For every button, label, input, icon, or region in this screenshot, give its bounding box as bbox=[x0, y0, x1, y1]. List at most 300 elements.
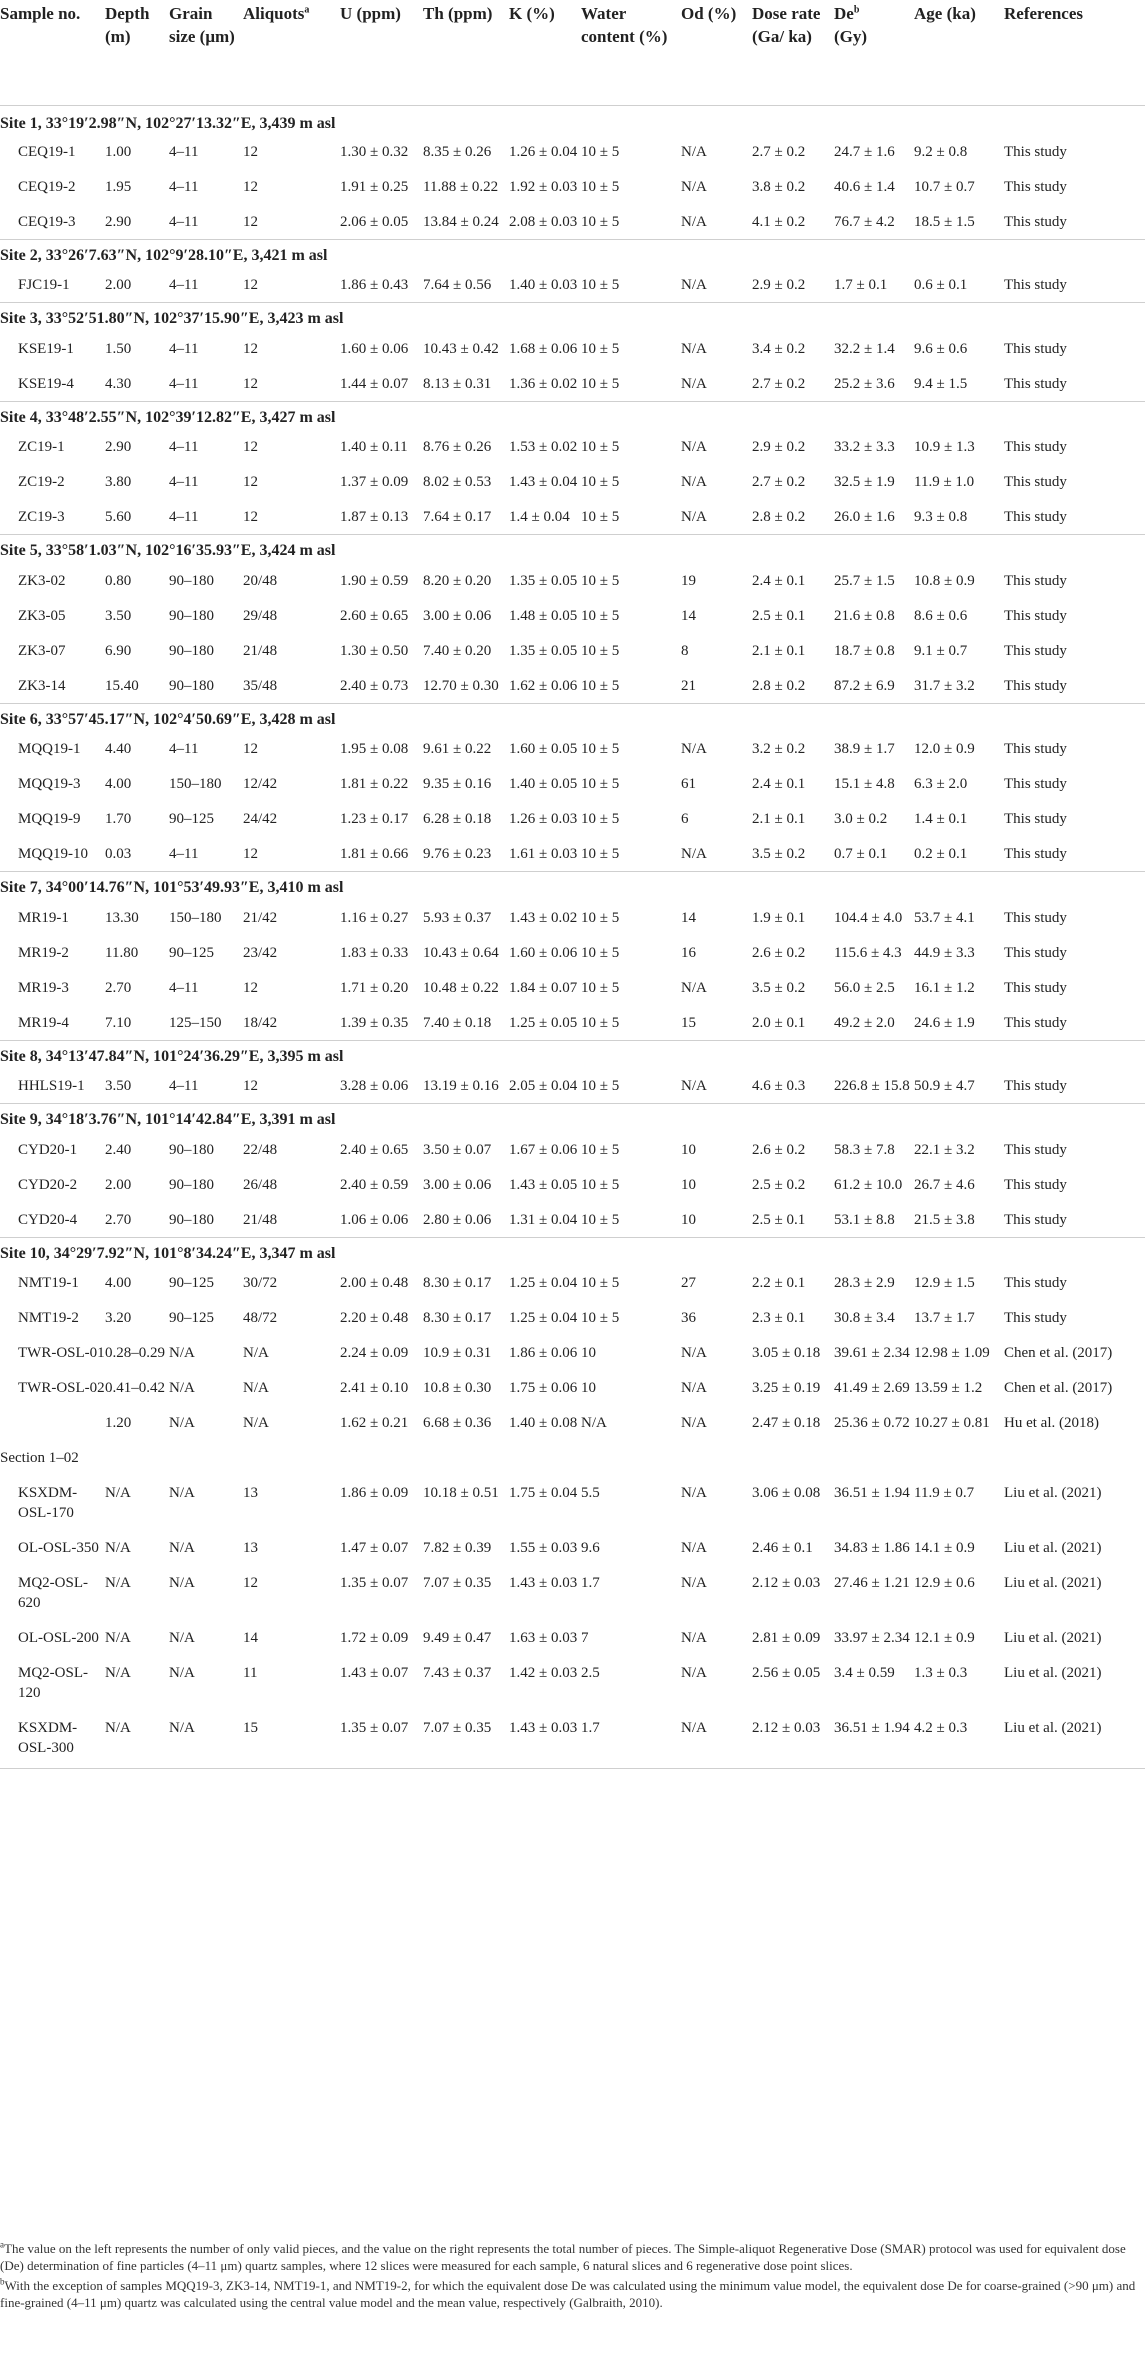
cell-dose-rate: 3.4 ± 0.2 bbox=[752, 340, 806, 357]
footnote-b bbox=[0, 2277, 1140, 2311]
cell-sample-no: FJC19-1 bbox=[18, 277, 70, 293]
cell-reference: This study bbox=[1004, 741, 1067, 757]
cell-sample-no: NMT19-2 bbox=[18, 1310, 79, 1326]
cell-sample-no: Section 1–02 bbox=[0, 1450, 79, 1466]
table-row bbox=[0, 900, 1145, 935]
cell-dose-rate: 4.6 ± 0.3 bbox=[752, 1078, 806, 1094]
cell-th-ppm: 10.48 ± 0.22 bbox=[423, 979, 499, 996]
cell-depth: 4.40 bbox=[105, 741, 132, 757]
cell-age: 9.4 ± 1.5 bbox=[914, 375, 968, 392]
cell-grain-size: 4–11 bbox=[169, 979, 199, 996]
cell-th-ppm: 6.28 ± 0.18 bbox=[423, 811, 492, 827]
cell-aliquots: 12 bbox=[243, 979, 258, 996]
cell-od: N/A bbox=[681, 1345, 707, 1361]
cell-od: N/A bbox=[681, 1415, 707, 1431]
cell-depth: N/A bbox=[105, 1540, 131, 1556]
cell-depth: 2.40 bbox=[105, 1141, 132, 1158]
site-header: Site 4, 33°48′2.55″N, 102°39′12.82″E, 3,427 m asl bbox=[0, 401, 1145, 429]
cell-k-percent: 1.36 ± 0.02 bbox=[509, 375, 578, 392]
site-header: Site 5, 33°58′1.03″N, 102°16′35.93″E, 3,424 m asl bbox=[0, 535, 1145, 563]
cell-depth: N/A bbox=[105, 1710, 169, 1769]
cell-aliquots: 24/42 bbox=[243, 811, 278, 827]
cell-th-ppm: 7.07 ± 0.35 bbox=[423, 1575, 492, 1591]
cell-u-ppm: 1.91 ± 0.25 bbox=[340, 178, 409, 195]
cell-grain-size: 90–180 bbox=[169, 1141, 214, 1158]
cell-u-ppm: 1.43 ± 0.07 bbox=[340, 1665, 409, 1681]
cell-k-percent: 1.53 ± 0.02 bbox=[509, 439, 578, 455]
table-row bbox=[0, 1068, 1145, 1104]
cell-sample-no: MQ2-OSL-620 bbox=[18, 1575, 88, 1611]
cell-sample-no: ZC19-1 bbox=[18, 439, 65, 455]
cell-age: 10.27 ± 0.81 bbox=[914, 1415, 990, 1431]
cell-dose-rate: 2.5 ± 0.2 bbox=[752, 1176, 806, 1193]
cell-age: 1.4 ± 0.1 bbox=[914, 811, 968, 827]
cell-reference: This study bbox=[1004, 143, 1067, 160]
cell-k-percent: 1.68 ± 0.06 bbox=[509, 340, 578, 357]
footnote-a bbox=[0, 2240, 1140, 2274]
cell-age: 44.9 ± 3.3 bbox=[914, 944, 975, 961]
cell-grain-size: 150–180 bbox=[169, 776, 222, 792]
cell-depth: 4.00 bbox=[105, 776, 132, 792]
cell-th-ppm: 8.20 ± 0.20 bbox=[423, 572, 492, 589]
cell-dose-rate: 2.47 ± 0.18 bbox=[752, 1415, 821, 1431]
site-header-row bbox=[0, 239, 1145, 267]
site-header: Site 8, 34°13′47.84″N, 101°24′36.29″E, 3,395 m asl bbox=[0, 1040, 1145, 1068]
site-header-row bbox=[0, 872, 1145, 900]
table-row bbox=[0, 1475, 1145, 1530]
cell-th-ppm: 7.40 ± 0.18 bbox=[423, 1014, 492, 1031]
cell-reference: This study bbox=[1004, 1078, 1067, 1094]
cell-th-ppm: 8.30 ± 0.17 bbox=[423, 1275, 492, 1291]
table-row bbox=[0, 836, 1145, 872]
cell-grain-size: 4–11 bbox=[169, 277, 199, 293]
cell-reference: Liu et al. (2021) bbox=[1004, 1485, 1102, 1501]
cell-dose-rate: 1.9 ± 0.1 bbox=[752, 909, 806, 926]
cell-aliquots: 21/42 bbox=[243, 909, 278, 926]
cell-k-percent: 1.43 ± 0.05 bbox=[509, 1176, 578, 1193]
cell-aliquots bbox=[243, 1440, 340, 1475]
footnote-a-text: The value on the left represents the number of only valid pieces, and the value on the right represents the total number of pieces. The Simple-aliquot Regenerative Dose (SMAR) protocol was used for equivalent dose (De) determination of fine particles (4–11 μm) quartz samples, where 12 slices were measured for each sample, 6 natural slices and 6 regenerative dose point slices. bbox=[0, 2241, 1126, 2273]
cell-aliquots: 12 bbox=[243, 846, 258, 862]
table-footnotes bbox=[0, 2240, 1140, 2314]
cell-u-ppm: 1.95 ± 0.08 bbox=[340, 741, 409, 757]
cell-reference: This study bbox=[1004, 944, 1067, 961]
cell-k-percent: 1.42 ± 0.03 bbox=[509, 1665, 578, 1681]
cell-od: N/A bbox=[681, 741, 707, 757]
footnote-a-mark: a bbox=[0, 2239, 4, 2250]
cell-water-content: 10 ± 5 bbox=[581, 178, 620, 195]
cell-depth: 11.80 bbox=[105, 944, 139, 961]
cell-reference: This study bbox=[1004, 1211, 1067, 1228]
cell-dose-rate: 2.1 ± 0.1 bbox=[752, 811, 806, 827]
cell-dose-rate: 3.5 ± 0.2 bbox=[752, 979, 806, 996]
cell-dose-rate: 2.8 ± 0.2 bbox=[752, 677, 806, 694]
cell-aliquots: 12 bbox=[243, 213, 258, 230]
cell-de: 58.3 ± 7.8 bbox=[834, 1141, 895, 1158]
cell-de: 38.9 ± 1.7 bbox=[834, 741, 895, 757]
cell-depth: 0.28–0.29 bbox=[105, 1345, 165, 1361]
cell-sample-no: ZK3-14 bbox=[18, 677, 66, 694]
cell-dose-rate: 2.56 ± 0.05 bbox=[752, 1665, 821, 1681]
cell-k-percent: 1.40 ± 0.03 bbox=[509, 277, 578, 293]
cell-od: N/A bbox=[681, 1540, 707, 1556]
cell-od: 61 bbox=[681, 776, 696, 792]
cell-water-content: 10 ± 5 bbox=[581, 213, 620, 230]
cell-de: 41.49 ± 2.69 bbox=[834, 1380, 910, 1396]
cell-grain-size: 4–11 bbox=[169, 1078, 199, 1094]
cell-od: 15 bbox=[681, 1014, 696, 1031]
cell-grain-size: 4–11 bbox=[169, 474, 199, 490]
cell-reference: This study bbox=[1004, 509, 1067, 525]
cell-de: 32.5 ± 1.9 bbox=[834, 474, 895, 490]
cell-u-ppm: 2.41 ± 0.10 bbox=[340, 1380, 409, 1396]
cell-age: 12.0 ± 0.9 bbox=[914, 741, 975, 757]
cell-k-percent bbox=[509, 1440, 581, 1475]
cell-aliquots: 26/48 bbox=[243, 1176, 278, 1193]
cell-k-percent: 1.25 ± 0.05 bbox=[509, 1014, 578, 1031]
cell-depth: 1.00 bbox=[105, 143, 132, 160]
cell-sample-no: NMT19-1 bbox=[18, 1275, 79, 1291]
cell-aliquots: 20/48 bbox=[243, 572, 278, 589]
cell-sample-no: ZK3-07 bbox=[18, 642, 66, 659]
cell-de: 21.6 ± 0.8 bbox=[834, 607, 895, 624]
cell-reference: Liu et al. (2021) bbox=[1004, 1710, 1145, 1769]
cell-dose-rate: 2.81 ± 0.09 bbox=[752, 1630, 821, 1646]
cell-k-percent: 1.43 ± 0.03 bbox=[509, 1710, 581, 1769]
cell-th-ppm: 7.82 ± 0.39 bbox=[423, 1540, 492, 1556]
cell-reference: This study bbox=[1004, 607, 1067, 624]
cell-depth: 1.50 bbox=[105, 340, 132, 357]
cell-th-ppm: 9.61 ± 0.22 bbox=[423, 741, 492, 757]
cell-th-ppm: 10.43 ± 0.64 bbox=[423, 944, 499, 961]
cell-depth: 4.00 bbox=[105, 1275, 132, 1291]
cell-grain-size: 90–180 bbox=[169, 1176, 214, 1193]
cell-reference: Chen et al. (2017) bbox=[1004, 1380, 1113, 1396]
cell-age: 10.8 ± 0.9 bbox=[914, 572, 975, 589]
cell-depth: 0.41–0.42 bbox=[105, 1380, 165, 1396]
cell-grain-size: 90–125 bbox=[169, 811, 214, 827]
cell-dose-rate: 2.4 ± 0.1 bbox=[752, 776, 806, 792]
cell-reference bbox=[1004, 1440, 1145, 1475]
cell-th-ppm: 3.50 ± 0.07 bbox=[423, 1141, 492, 1158]
cell-k-percent: 1.62 ± 0.06 bbox=[509, 677, 578, 694]
cell-water-content: 10 ± 5 bbox=[581, 1014, 620, 1031]
cell-sample-no: KSXDM-OSL-300 bbox=[0, 1710, 105, 1769]
cell-age: 11.9 ± 1.0 bbox=[914, 474, 975, 490]
cell-sample-no: HHLS19-1 bbox=[18, 1078, 85, 1094]
cell-k-percent: 1.31 ± 0.04 bbox=[509, 1211, 578, 1228]
cell-age: 9.1 ± 0.7 bbox=[914, 642, 968, 659]
cell-water-content: 10 ± 5 bbox=[581, 474, 620, 490]
cell-od: N/A bbox=[681, 277, 707, 293]
cell-age: 12.1 ± 0.9 bbox=[914, 1630, 975, 1646]
header-u: U (ppm) bbox=[340, 0, 423, 105]
cell-reference: This study bbox=[1004, 909, 1067, 926]
cell-od: N/A bbox=[681, 1485, 707, 1501]
cell-u-ppm: 1.40 ± 0.11 bbox=[340, 439, 408, 455]
cell-u-ppm: 2.00 ± 0.48 bbox=[340, 1275, 409, 1291]
cell-th-ppm: 5.93 ± 0.37 bbox=[423, 909, 492, 926]
cell-k-percent: 1.40 ± 0.05 bbox=[509, 776, 578, 792]
cell-th-ppm: 10.18 ± 0.51 bbox=[423, 1485, 499, 1501]
table-row bbox=[0, 1167, 1145, 1202]
header-sample-no: Sample no. bbox=[0, 0, 105, 105]
cell-reference: This study bbox=[1004, 1310, 1067, 1326]
cell-depth: 1.20 bbox=[105, 1415, 132, 1431]
cell-grain-size: 4–11 bbox=[169, 178, 199, 195]
cell-dose-rate: 2.9 ± 0.2 bbox=[752, 277, 806, 293]
cell-reference: This study bbox=[1004, 375, 1067, 392]
cell-water-content: 10 ± 5 bbox=[581, 143, 620, 160]
header-k: K (%) bbox=[509, 0, 581, 105]
cell-th-ppm: 10.9 ± 0.31 bbox=[423, 1345, 492, 1361]
site-header-row bbox=[0, 1104, 1145, 1132]
cell-k-percent: 1.60 ± 0.06 bbox=[509, 944, 578, 961]
cell-water-content: 1.7 bbox=[581, 1710, 681, 1769]
cell-k-percent: 1.75 ± 0.04 bbox=[509, 1485, 578, 1501]
cell-sample-no: ZK3-05 bbox=[18, 607, 66, 624]
cell-th-ppm: 9.76 ± 0.23 bbox=[423, 846, 492, 862]
cell-water-content: 5.5 bbox=[581, 1485, 600, 1501]
cell-reference: Liu et al. (2021) bbox=[1004, 1540, 1102, 1556]
cell-age: 13.7 ± 1.7 bbox=[914, 1310, 975, 1326]
cell-sample-no: MR19-4 bbox=[18, 1014, 69, 1031]
cell-grain-size: 90–180 bbox=[169, 642, 214, 659]
cell-u-ppm: 1.06 ± 0.06 bbox=[340, 1211, 409, 1228]
cell-sample-no: MQQ19-3 bbox=[18, 776, 81, 792]
cell-u-ppm: 1.86 ± 0.09 bbox=[340, 1485, 409, 1501]
cell-age: 0.6 ± 0.1 bbox=[914, 277, 968, 293]
cell-k-percent: 1.43 ± 0.03 bbox=[509, 1575, 578, 1591]
cell-de: 32.2 ± 1.4 bbox=[834, 340, 895, 357]
cell-sample-no: KSE19-1 bbox=[18, 340, 74, 357]
cell-u-ppm: 2.20 ± 0.48 bbox=[340, 1310, 409, 1326]
header-de-label: De bbox=[834, 4, 854, 23]
cell-k-percent: 1.55 ± 0.03 bbox=[509, 1540, 578, 1556]
cell-age: 9.6 ± 0.6 bbox=[914, 340, 968, 357]
cell-age: 53.7 ± 4.1 bbox=[914, 909, 975, 926]
cell-de: 76.7 ± 4.2 bbox=[834, 213, 895, 230]
table-row bbox=[0, 267, 1145, 303]
cell-od: N/A bbox=[681, 1078, 707, 1094]
header-aliquots-label: Aliquots bbox=[243, 4, 305, 23]
cell-water-content: 10 ± 5 bbox=[581, 375, 620, 392]
cell-reference: This study bbox=[1004, 776, 1067, 792]
site-header: Site 6, 33°57′45.17″N, 102°4′50.69″E, 3,428 m asl bbox=[0, 703, 1145, 731]
cell-aliquots: 12 bbox=[243, 1575, 258, 1591]
cell-grain-size: 90–125 bbox=[169, 1275, 214, 1291]
cell-grain-size: 4–11 bbox=[169, 439, 199, 455]
cell-od: N/A bbox=[681, 979, 707, 996]
cell-aliquots: 12 bbox=[243, 340, 258, 357]
cell-u-ppm: 1.83 ± 0.33 bbox=[340, 944, 409, 961]
cell-u-ppm: 1.30 ± 0.32 bbox=[340, 143, 409, 160]
cell-water-content: 10 bbox=[581, 1345, 596, 1361]
cell-u-ppm: 1.86 ± 0.43 bbox=[340, 277, 409, 293]
cell-th-ppm: 2.80 ± 0.06 bbox=[423, 1211, 492, 1228]
cell-aliquots: 18/42 bbox=[243, 1014, 278, 1031]
cell-u-ppm: 1.87 ± 0.13 bbox=[340, 509, 409, 525]
cell-de: 28.3 ± 2.9 bbox=[834, 1275, 895, 1291]
cell-u-ppm: 1.37 ± 0.09 bbox=[340, 474, 409, 490]
cell-od: N/A bbox=[681, 143, 707, 160]
cell-dose-rate: 2.4 ± 0.1 bbox=[752, 572, 806, 589]
cell-reference: This study bbox=[1004, 1141, 1067, 1158]
cell-od bbox=[681, 1440, 752, 1475]
cell-depth: N/A bbox=[105, 1630, 131, 1646]
cell-age: 22.1 ± 3.2 bbox=[914, 1141, 975, 1158]
cell-age: 16.1 ± 1.2 bbox=[914, 979, 975, 996]
cell-sample-no: MQ2-OSL-120 bbox=[18, 1665, 88, 1701]
cell-u-ppm: 1.62 ± 0.21 bbox=[340, 1415, 409, 1431]
cell-u-ppm: 1.81 ± 0.66 bbox=[340, 846, 409, 862]
cell-dose-rate: 2.2 ± 0.1 bbox=[752, 1275, 806, 1291]
cell-de: 36.51 ± 1.94 bbox=[834, 1485, 910, 1501]
cell-aliquots: 35/48 bbox=[243, 677, 278, 694]
site-header-row bbox=[0, 535, 1145, 563]
table-row bbox=[0, 1565, 1145, 1620]
site-header: Site 10, 34°29′7.92″N, 101°8′34.24″E, 3,347 m asl bbox=[0, 1237, 1145, 1265]
cell-k-percent: 1.61 ± 0.03 bbox=[509, 846, 578, 862]
cell-od: 16 bbox=[681, 944, 696, 961]
table-row bbox=[0, 1370, 1145, 1405]
cell-k-percent: 1.25 ± 0.04 bbox=[509, 1310, 578, 1326]
site-header-row bbox=[0, 105, 1145, 134]
header-de-unit: (Gy) bbox=[834, 27, 868, 46]
site-header: Site 1, 33°19′2.98″N, 102°27′13.32″E, 3,439 m asl bbox=[0, 114, 336, 132]
cell-depth: 2.00 bbox=[105, 277, 132, 293]
cell-de: 3.0 ± 0.2 bbox=[834, 811, 888, 827]
cell-age: 26.7 ± 4.6 bbox=[914, 1176, 975, 1193]
cell-u-ppm bbox=[340, 1440, 423, 1475]
cell-age: 31.7 ± 3.2 bbox=[914, 677, 975, 694]
site-header-row bbox=[0, 1237, 1145, 1265]
site-header: Site 9, 34°18′3.76″N, 101°14′42.84″E, 3,391 m asl bbox=[0, 1104, 1145, 1132]
cell-u-ppm: 1.72 ± 0.09 bbox=[340, 1630, 409, 1646]
cell-water-content: 1.7 bbox=[581, 1575, 600, 1591]
table-row bbox=[0, 366, 1145, 402]
cell-u-ppm: 1.44 ± 0.07 bbox=[340, 375, 409, 392]
cell-de: 36.51 ± 1.94 bbox=[834, 1710, 914, 1769]
cell-u-ppm: 2.40 ± 0.73 bbox=[340, 677, 409, 694]
cell-grain-size: 90–180 bbox=[169, 1211, 214, 1228]
cell-water-content: 10 ± 5 bbox=[581, 1211, 620, 1228]
cell-de: 87.2 ± 6.9 bbox=[834, 677, 895, 694]
cell-de: 104.4 ± 4.0 bbox=[834, 909, 903, 926]
cell-de: 25.7 ± 1.5 bbox=[834, 572, 895, 589]
cell-reference: This study bbox=[1004, 979, 1067, 996]
cell-depth: N/A bbox=[105, 1485, 131, 1501]
cell-u-ppm: 1.90 ± 0.59 bbox=[340, 572, 409, 589]
cell-od: 14 bbox=[681, 909, 696, 926]
cell-aliquots: 12 bbox=[243, 178, 258, 195]
table-row bbox=[0, 801, 1145, 836]
cell-age: 14.1 ± 0.9 bbox=[914, 1540, 975, 1556]
cell-grain-size: 4–11 bbox=[169, 846, 199, 862]
cell-de: 27.46 ± 1.21 bbox=[834, 1575, 910, 1591]
cell-age: 10.7 ± 0.7 bbox=[914, 178, 975, 195]
cell-sample-no: CEQ19-3 bbox=[18, 213, 76, 230]
cell-age: 11.9 ± 0.7 bbox=[914, 1485, 975, 1501]
table-row bbox=[0, 598, 1145, 633]
cell-od: 27 bbox=[681, 1275, 696, 1291]
cell-reference: This study bbox=[1004, 178, 1067, 195]
cell-u-ppm: 1.23 ± 0.17 bbox=[340, 811, 409, 827]
cell-u-ppm: 2.24 ± 0.09 bbox=[340, 1345, 409, 1361]
cell-water-content: 10 ± 5 bbox=[581, 1141, 620, 1158]
cell-th-ppm: 7.43 ± 0.37 bbox=[423, 1665, 492, 1681]
cell-dose-rate: 3.06 ± 0.08 bbox=[752, 1485, 821, 1501]
cell-k-percent: 1.48 ± 0.05 bbox=[509, 607, 578, 624]
cell-aliquots: N/A bbox=[243, 1415, 269, 1431]
table-row bbox=[0, 1335, 1145, 1370]
cell-dose-rate: 2.7 ± 0.2 bbox=[752, 143, 806, 160]
cell-grain-size: 4–11 bbox=[169, 340, 199, 357]
cell-k-percent: 1.92 ± 0.03 bbox=[509, 178, 578, 195]
cell-grain-size: 4–11 bbox=[169, 509, 199, 525]
cell-age: 12.9 ± 0.6 bbox=[914, 1575, 975, 1591]
header-dose-rate: Dose rate (Ga/ ka) bbox=[752, 0, 834, 105]
cell-grain-size: 90–125 bbox=[169, 944, 214, 961]
cell-reference: Chen et al. (2017) bbox=[1004, 1345, 1113, 1361]
cell-aliquots: 12 bbox=[243, 375, 258, 392]
cell-k-percent: 1.4 ± 0.04 bbox=[509, 509, 570, 525]
cell-aliquots: 12 bbox=[243, 439, 258, 455]
table-row bbox=[0, 633, 1145, 668]
cell-sample-no: MQQ19-10 bbox=[18, 846, 88, 862]
cell-aliquots: 22/48 bbox=[243, 1141, 278, 1158]
cell-water-content: 10 ± 5 bbox=[581, 277, 620, 293]
cell-water-content: 9.6 bbox=[581, 1540, 600, 1556]
cell-water-content: 10 ± 5 bbox=[581, 741, 620, 757]
cell-de: 61.2 ± 10.0 bbox=[834, 1176, 903, 1193]
cell-de: 15.1 ± 4.8 bbox=[834, 776, 895, 792]
cell-u-ppm: 2.60 ± 0.65 bbox=[340, 607, 409, 624]
cell-u-ppm: 1.71 ± 0.20 bbox=[340, 979, 409, 996]
table-row bbox=[0, 731, 1145, 766]
cell-th-ppm: 7.07 ± 0.35 bbox=[423, 1710, 509, 1769]
cell-depth: N/A bbox=[105, 1575, 131, 1591]
cell-depth: 3.50 bbox=[105, 607, 132, 624]
table-row bbox=[0, 970, 1145, 1005]
cell-water-content: 10 ± 5 bbox=[581, 1176, 620, 1193]
table-row bbox=[0, 1530, 1145, 1565]
cell-u-ppm: 3.28 ± 0.06 bbox=[340, 1078, 409, 1094]
table-body bbox=[0, 105, 1145, 1769]
cell-sample-no: TWR-OSL-01 bbox=[18, 1345, 105, 1361]
header-od: Od (%) bbox=[681, 0, 752, 105]
cell-de: 0.7 ± 0.1 bbox=[834, 846, 888, 862]
cell-k-percent: 1.67 ± 0.06 bbox=[509, 1141, 578, 1158]
cell-k-percent: 2.08 ± 0.03 bbox=[509, 213, 578, 230]
cell-u-ppm: 1.35 ± 0.07 bbox=[340, 1575, 409, 1591]
cell-age: 1.3 ± 0.3 bbox=[914, 1665, 968, 1681]
cell-th-ppm: 10.43 ± 0.42 bbox=[423, 340, 499, 357]
table-row bbox=[0, 1440, 1145, 1475]
site-header: Site 3, 33°52′51.80″N, 102°37′15.90″E, 3,423 m asl bbox=[0, 303, 1145, 331]
cell-age: 24.6 ± 1.9 bbox=[914, 1014, 975, 1031]
cell-grain-size: 150–180 bbox=[169, 909, 222, 926]
cell-grain-size bbox=[169, 1440, 243, 1475]
table-row bbox=[0, 169, 1145, 204]
cell-aliquots: 48/72 bbox=[243, 1310, 278, 1326]
cell-k-percent: 1.63 ± 0.03 bbox=[509, 1630, 578, 1646]
table-row bbox=[0, 1300, 1145, 1335]
cell-reference: This study bbox=[1004, 642, 1067, 659]
cell-th-ppm: 3.00 ± 0.06 bbox=[423, 1176, 492, 1193]
cell-water-content: 10 ± 5 bbox=[581, 439, 620, 455]
table-row bbox=[0, 1620, 1145, 1655]
